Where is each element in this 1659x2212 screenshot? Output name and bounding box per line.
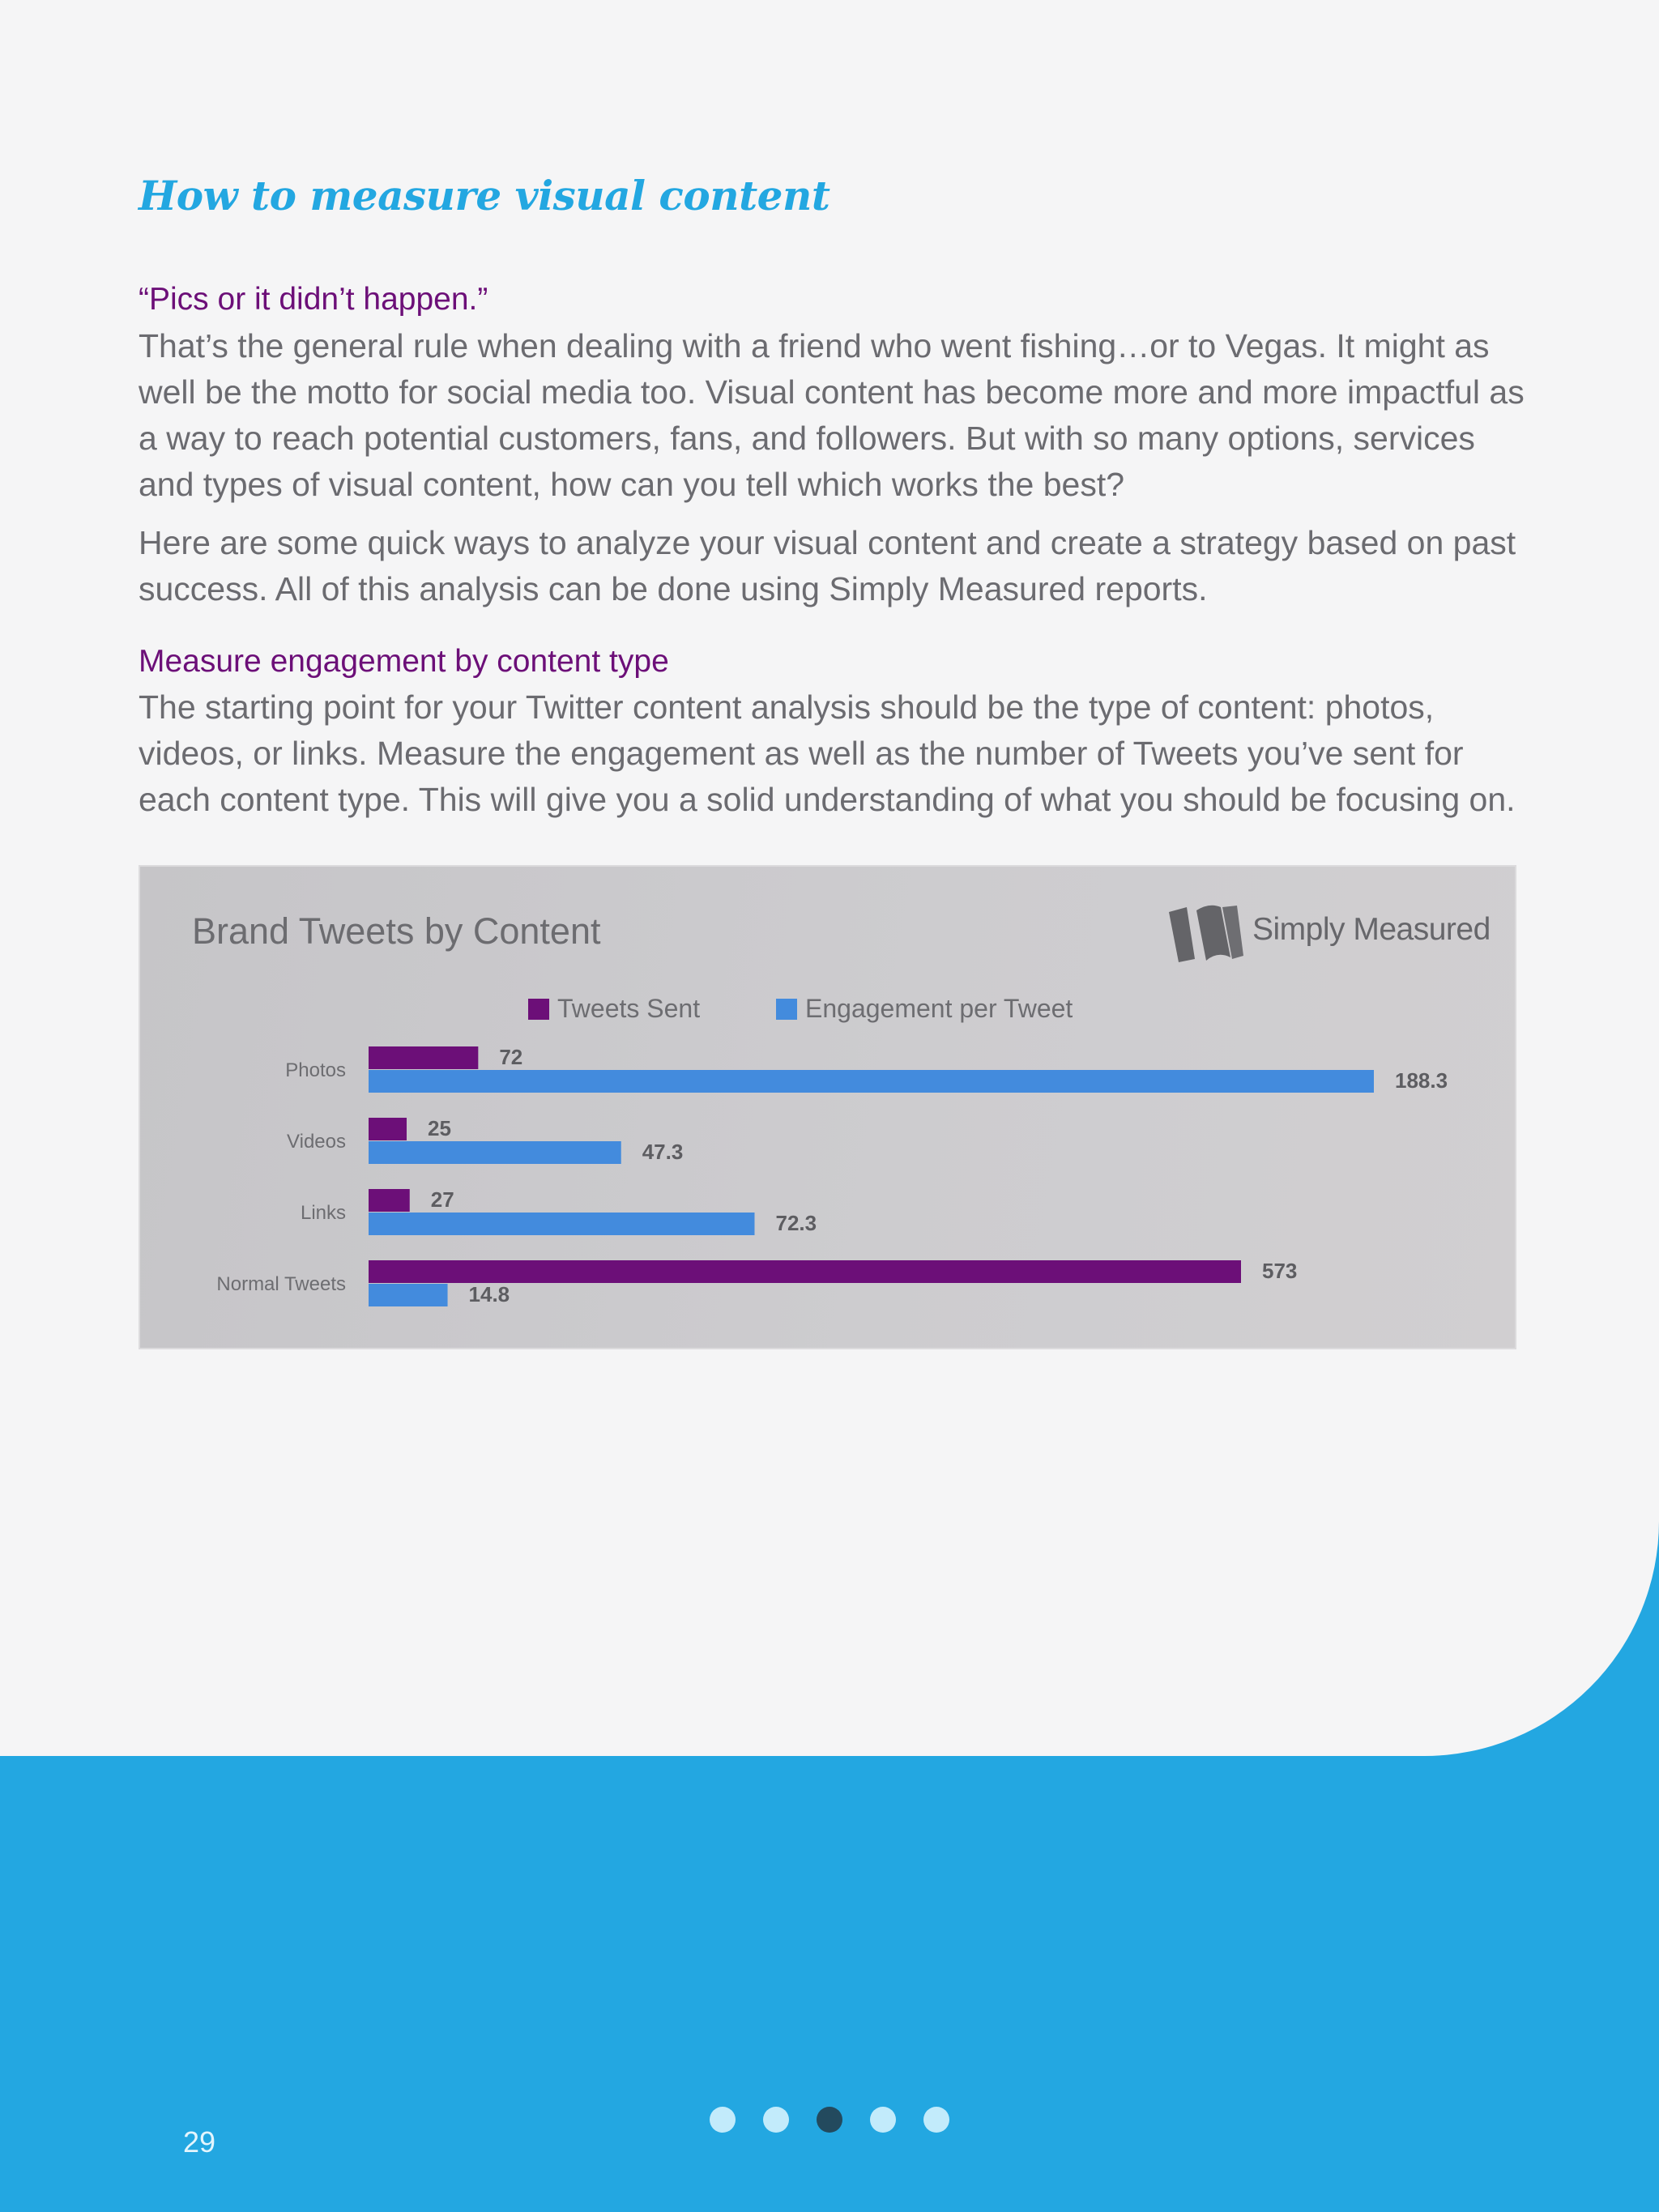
- category-label: Normal Tweets: [216, 1273, 346, 1295]
- paragraph-content-type: The starting point for your Twitter content analysis should be the type of content: photos, videos, or links. Measure the engagement as well as the number of Tweets you’ve sent for each content type. This will give you a solid understanding of what you should be focusing on.: [139, 688, 1516, 818]
- data-label: 72.3: [775, 1211, 817, 1235]
- pull-quote: “Pics or it didn’t happen.”: [139, 282, 488, 317]
- data-label: 47.3: [642, 1140, 684, 1164]
- page-dot[interactable]: [710, 2107, 736, 2133]
- bar-chart-plot: [140, 867, 1515, 1348]
- data-label: 72: [499, 1045, 523, 1069]
- chart-title: Brand Tweets by Content: [192, 910, 601, 952]
- bar-engagement: [369, 1141, 621, 1164]
- category-label: Links: [300, 1202, 346, 1224]
- page-dot[interactable]: [870, 2107, 896, 2133]
- section-heading: Measure engagement by content type: [139, 644, 669, 679]
- paragraph-analysis: Here are some quick ways to analyze your visual content and create a strategy based on past success. All of this analysis can be done using Simply Measured reports.: [139, 524, 1516, 607]
- category-label: Photos: [285, 1059, 346, 1081]
- page-dot[interactable]: [923, 2107, 949, 2133]
- bar-engagement: [369, 1284, 448, 1306]
- paragraph-intro: That’s the general rule when dealing with a friend who went fishing…or to Vegas. It might as well be the motto for social media too. Visual content has become more and more impactful as a way to reach potential customers, fans, and followers. But with so many options, services and types of visual content, how can you tell which works the best?: [139, 327, 1525, 503]
- legend-label: Engagement per Tweet: [805, 994, 1073, 1023]
- chart-panel: [139, 865, 1516, 1349]
- data-label: 25: [427, 1116, 451, 1140]
- bar-tweets-sent: [369, 1260, 1241, 1283]
- page-title: How to measure visual content: [139, 172, 830, 219]
- data-label: 188.3: [1395, 1068, 1448, 1093]
- brand-name: Simply Measured: [1252, 912, 1491, 947]
- legend-label: Tweets Sent: [557, 994, 701, 1023]
- bar-tweets-sent: [369, 1046, 478, 1069]
- category-label: Videos: [287, 1131, 346, 1153]
- data-label: 573: [1262, 1259, 1298, 1283]
- data-label: 27: [430, 1187, 454, 1212]
- data-label: 14.8: [468, 1282, 510, 1306]
- page-dot[interactable]: [817, 2107, 842, 2133]
- bar-engagement: [369, 1070, 1374, 1093]
- page-number: 29: [183, 2125, 216, 2159]
- bar-engagement: [369, 1213, 754, 1235]
- bar-tweets-sent: [369, 1189, 410, 1212]
- bar-tweets-sent: [369, 1118, 407, 1140]
- page-dot[interactable]: [763, 2107, 789, 2133]
